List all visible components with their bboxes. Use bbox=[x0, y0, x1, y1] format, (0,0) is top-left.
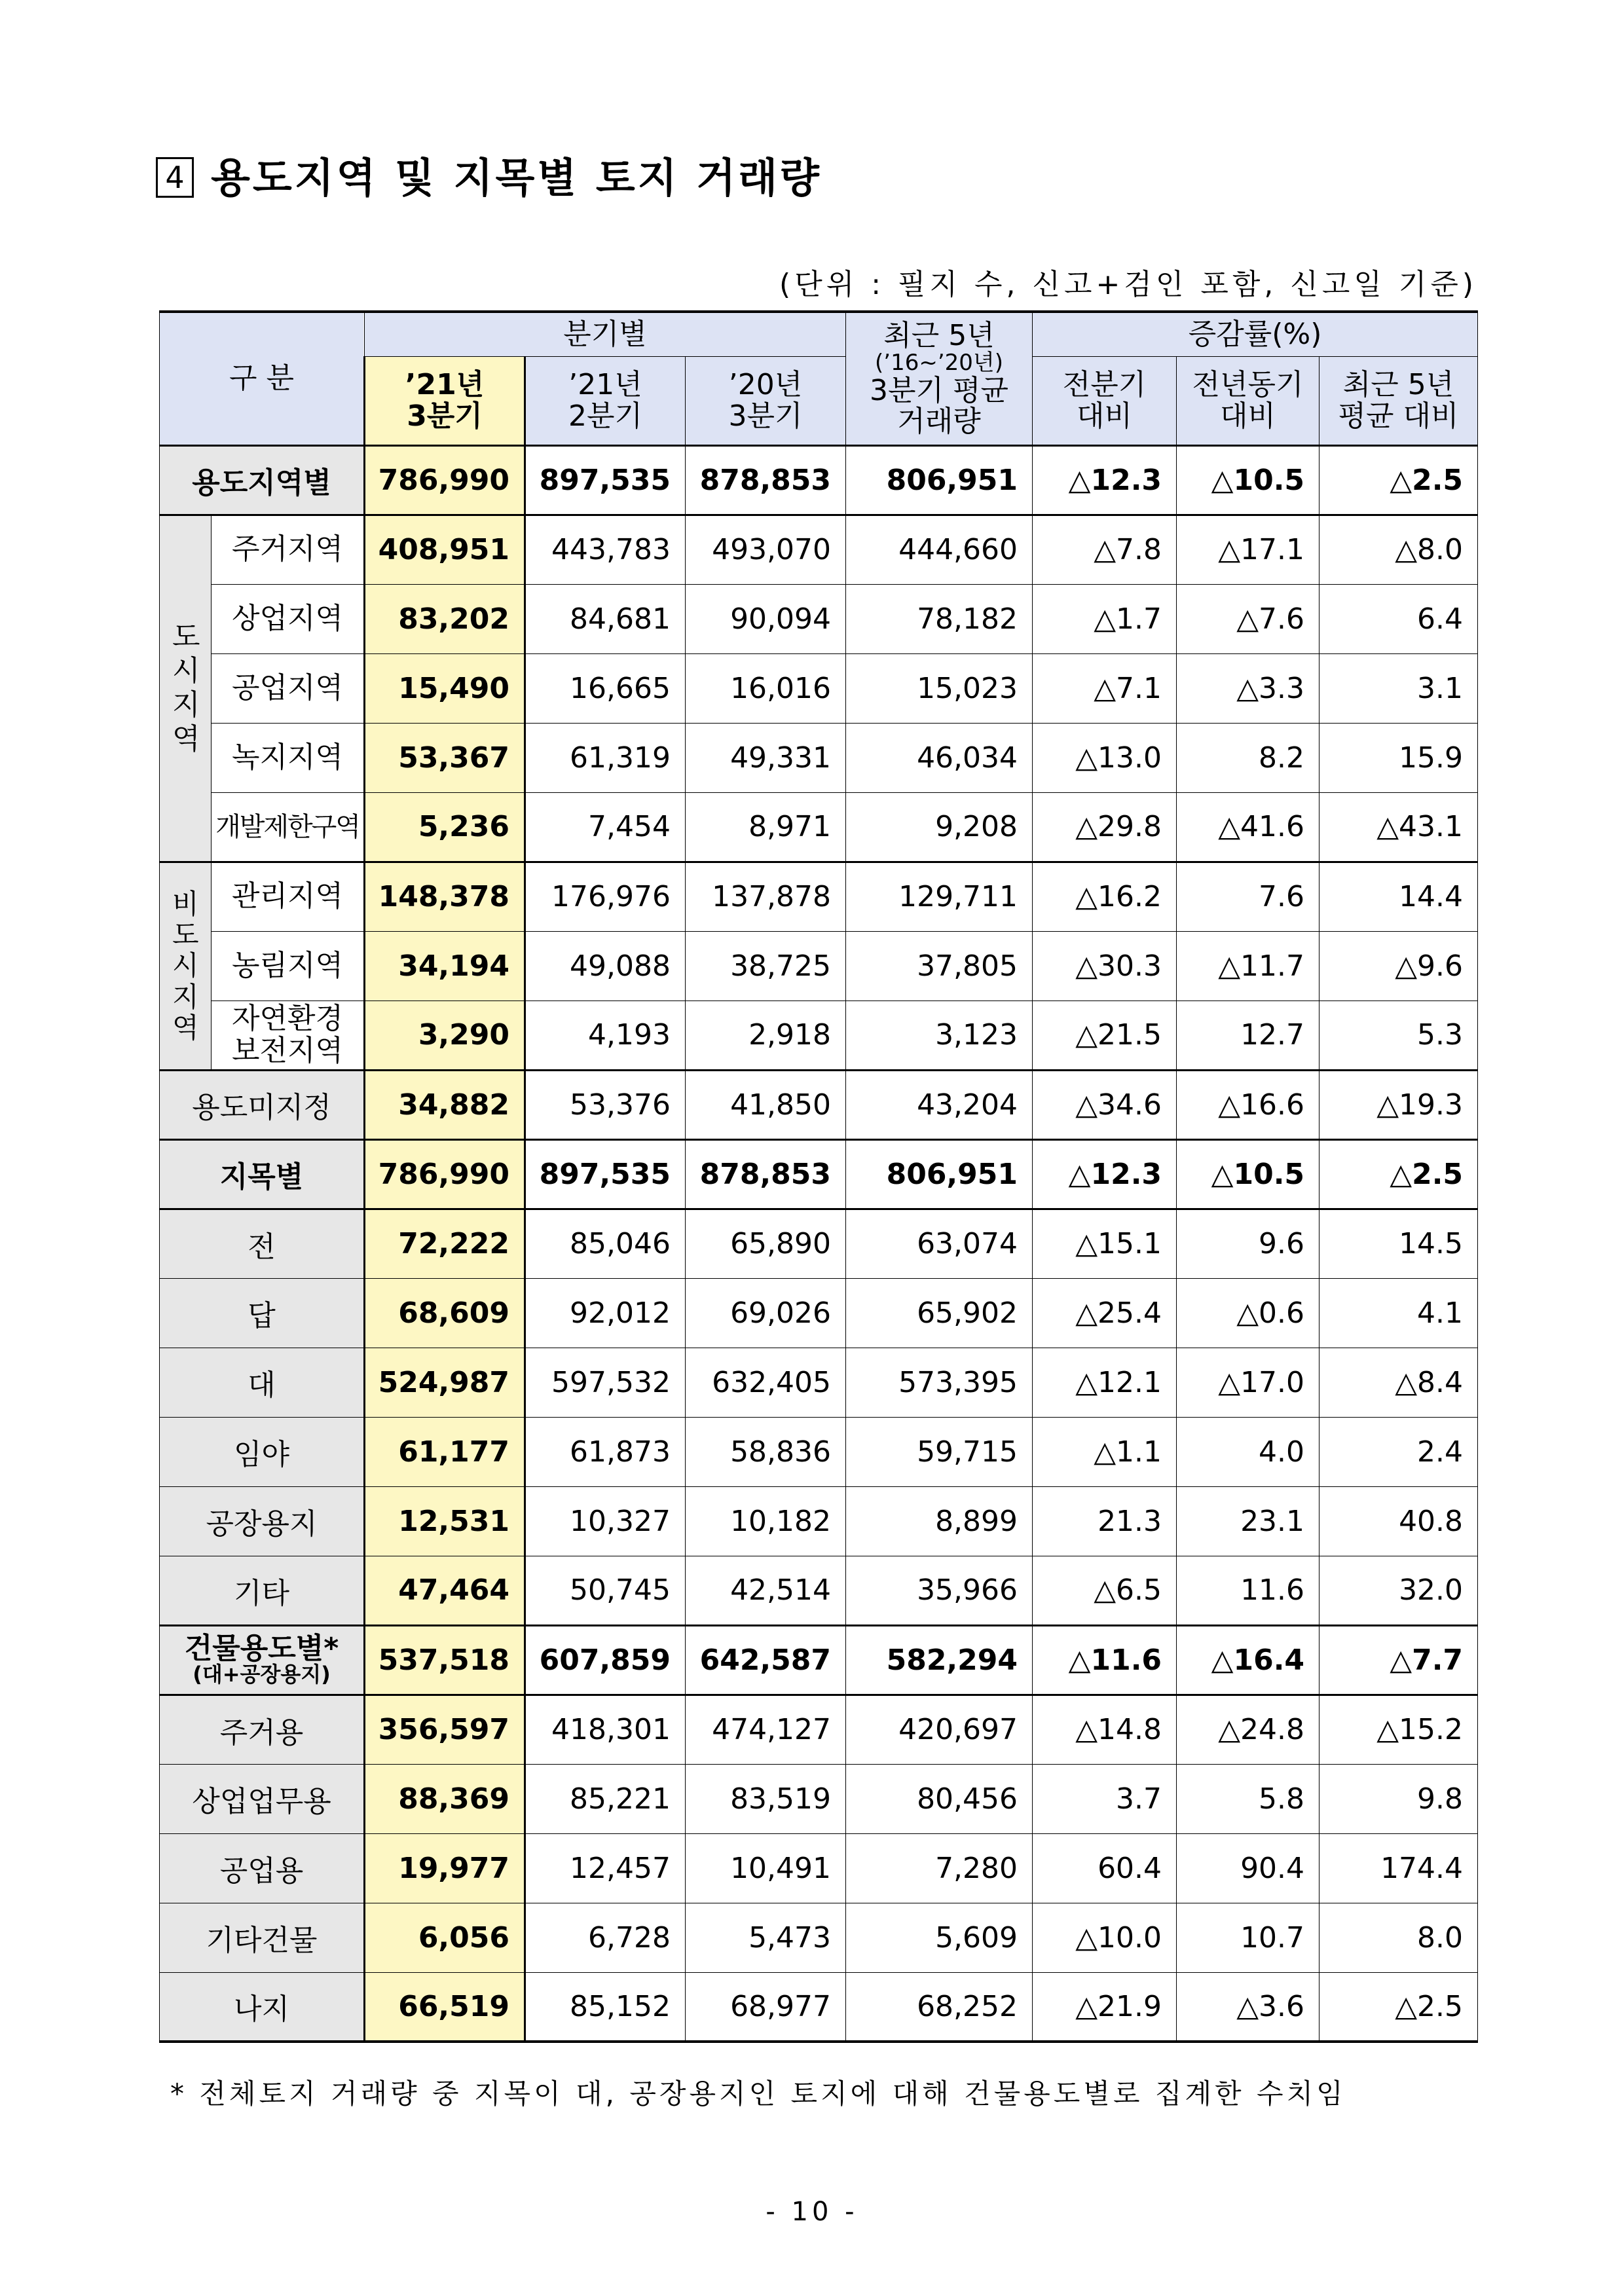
table-row: 건물용도별* (대+공장용지) 537,518 607,859 642,587 582,294 △11.6 △16.4 △7.7 bbox=[160, 1625, 1478, 1695]
group-nonurban: 비 도 시 지 역 bbox=[160, 862, 212, 1070]
row-label: 상업지역 bbox=[212, 584, 365, 653]
table-row: 기타 47,464 50,745 42,514 35,966 △6.5 11.6 32.0 bbox=[160, 1556, 1478, 1625]
table-row: 상업지역 83,202 84,681 90,094 78,182 △1.7 △7.6 6.4 bbox=[160, 584, 1478, 653]
table-row: 지목별 786,990 897,535 878,853 806,951 △12.3 △10.5 △2.5 bbox=[160, 1139, 1478, 1209]
row-label: 주거용 bbox=[160, 1695, 365, 1764]
header-q3-2021: ’21년 3분기 bbox=[365, 356, 525, 445]
row-label: 답 bbox=[160, 1278, 365, 1348]
row-label: 자연환경 보전지역 bbox=[212, 1001, 365, 1070]
table-row: 공장용지 12,531 10,327 10,182 8,899 21.3 23.1 40.8 bbox=[160, 1486, 1478, 1556]
row-label: 농림지역 bbox=[212, 931, 365, 1001]
row-label: 기타건물 bbox=[160, 1903, 365, 1972]
row-label: 전 bbox=[160, 1209, 365, 1278]
header-category: 구 분 bbox=[160, 312, 365, 445]
table-row: 기타건물 6,056 6,728 5,473 5,609 △10.0 10.7 8.0 bbox=[160, 1903, 1478, 1972]
table-row: 자연환경 보전지역 3,290 4,193 2,918 3,123 △21.5 12.7 5.3 bbox=[160, 1001, 1478, 1070]
row-label: 공업지역 bbox=[212, 653, 365, 723]
row-label: 용도지역별 bbox=[160, 445, 365, 515]
unit-note: (단위 : 필지 수, 신고+검인 포함, 신고일 기준) bbox=[779, 268, 1477, 301]
table-row: 공업용 19,977 12,457 10,491 7,280 60.4 90.4 174.4 bbox=[160, 1833, 1478, 1903]
table-row: 임야 61,177 61,873 58,836 59,715 △1.1 4.0 2.4 bbox=[160, 1417, 1478, 1486]
page-title bbox=[156, 145, 822, 204]
row-label: 녹지지역 bbox=[212, 723, 365, 792]
header-quarterly: 분기별 bbox=[365, 312, 846, 356]
table-row: 답 68,609 92,012 69,026 65,902 △25.4 △0.6 4.1 bbox=[160, 1278, 1478, 1348]
table-row: 용도미지정 34,882 53,376 41,850 43,204 △34.6 △16.6 △19.3 bbox=[160, 1070, 1478, 1139]
land-transaction-table bbox=[159, 310, 1478, 2043]
table-row: 나지 66,519 85,152 68,977 68,252 △21.9 △3.6 △2.5 bbox=[160, 1972, 1478, 2042]
header-5yr-average: 최근 5년 (’16~’20년) 3분기 평균 거래량 bbox=[846, 312, 1033, 445]
header-vs-prev-quarter: 전분기 대비 bbox=[1033, 356, 1177, 445]
section-number-box: 4 bbox=[156, 157, 194, 198]
header-vs-5yr-avg: 최근 5년 평균 대비 bbox=[1320, 356, 1478, 445]
row-label: 공장용지 bbox=[160, 1486, 365, 1556]
row-label: 상업업무용 bbox=[160, 1764, 365, 1833]
header-change-rate: 증감률(%) bbox=[1033, 312, 1478, 356]
table-row: 개발제한구역 5,236 7,454 8,971 9,208 △29.8 △41.6 △43.1 bbox=[160, 792, 1478, 862]
table-row: 대 524,987 597,532 632,405 573,395 △12.1 △17.0 △8.4 bbox=[160, 1348, 1478, 1417]
table-row: 용도지역별 786,990 897,535 878,853 806,951 △12.3 △10.5 △2.5 bbox=[160, 445, 1478, 515]
header-q3-2020: ’20년 3분기 bbox=[686, 356, 846, 445]
row-label: 개발제한구역 bbox=[212, 792, 365, 862]
header-vs-last-year: 전년동기 대비 bbox=[1177, 356, 1320, 445]
footnote: * 전체토지 거래량 중 지목이 대, 공장용지인 토지에 대해 건물용도별로 집계한 수치임 bbox=[170, 2078, 1346, 2110]
table-row: 도 시 지 역 주거지역 408,951 443,783 493,070 444,660 △7.8 △17.1 △8.0 bbox=[160, 515, 1478, 584]
header-q2-2021: ’21년 2분기 bbox=[525, 356, 686, 445]
group-urban: 도 시 지 역 bbox=[160, 515, 212, 862]
page-number: - 10 - bbox=[766, 2197, 858, 2227]
row-label: 건물용도별* (대+공장용지) bbox=[160, 1625, 365, 1695]
table-row: 농림지역 34,194 49,088 38,725 37,805 △30.3 △11.7 △9.6 bbox=[160, 931, 1478, 1001]
row-label: 임야 bbox=[160, 1417, 365, 1486]
table-row: 전 72,222 85,046 65,890 63,074 △15.1 9.6 14.5 bbox=[160, 1209, 1478, 1278]
table-row: 비 도 시 지 역 관리지역 148,378 176,976 137,878 129,711 △16.2 7.6 14.4 bbox=[160, 862, 1478, 931]
title-text: 용도지역 및 지목별 토지 거래량 bbox=[211, 154, 822, 202]
table-row: 공업지역 15,490 16,665 16,016 15,023 △7.1 △3.3 3.1 bbox=[160, 653, 1478, 723]
row-label: 용도미지정 bbox=[160, 1070, 365, 1139]
row-label: 나지 bbox=[160, 1972, 365, 2042]
row-label: 기타 bbox=[160, 1556, 365, 1625]
table-row: 주거용 356,597 418,301 474,127 420,697 △14.8 △24.8 △15.2 bbox=[160, 1695, 1478, 1764]
table-row: 상업업무용 88,369 85,221 83,519 80,456 3.7 5.8 9.8 bbox=[160, 1764, 1478, 1833]
row-label: 관리지역 bbox=[212, 862, 365, 931]
row-label: 지목별 bbox=[160, 1139, 365, 1209]
row-label: 대 bbox=[160, 1348, 365, 1417]
row-label: 주거지역 bbox=[212, 515, 365, 584]
row-label: 공업용 bbox=[160, 1833, 365, 1903]
table-row: 녹지지역 53,367 61,319 49,331 46,034 △13.0 8.2 15.9 bbox=[160, 723, 1478, 792]
